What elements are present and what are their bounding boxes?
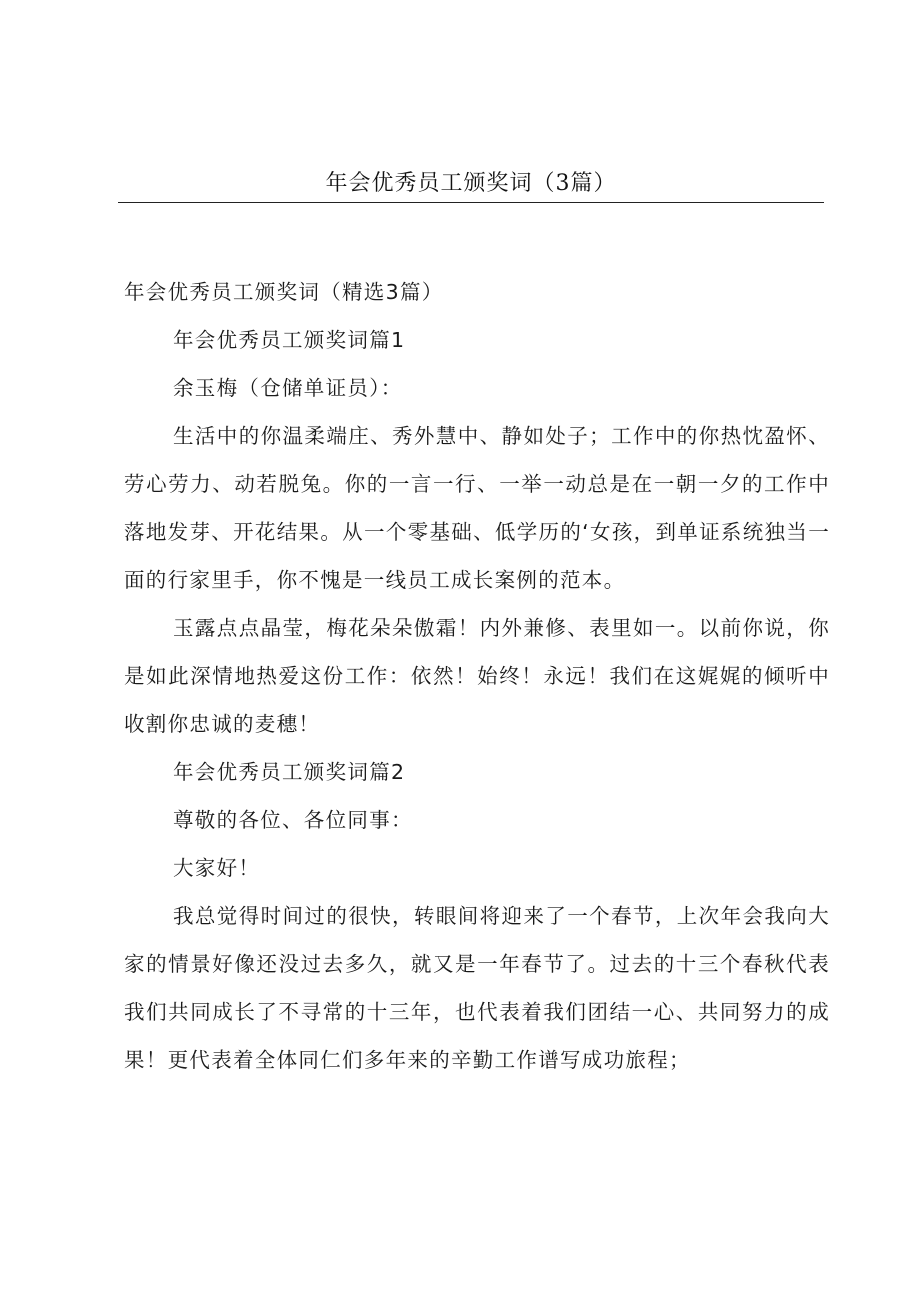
paragraph-subtitle: 年会优秀员工颁奖词（精选3篇） (124, 280, 444, 304)
title-underline (118, 202, 824, 203)
paragraph-award-text-2: 玉露点点晶莹，梅花朵朵傲霜！内外兼修、表里如一。以前你说，你是如此深情地热爱这份工作：依然！始终！永远！我们在这娓娓的倾听中收割你忠诚的麦穗！ (124, 616, 830, 736)
paragraph-recipient-name: 余玉梅（仓储单证员）： (173, 376, 403, 400)
paragraph-section-heading-2: 年会优秀员工颁奖词篇2 (173, 760, 406, 784)
document-body (124, 268, 830, 1084)
paragraph-award-text-1: 生活中的你温柔端庄、秀外慧中、静如处子；工作中的你热忱盈怀、劳心劳力、动若脱兔。你的一言一行、一举一动总是在一朝一夕的工作中落地发芽、开花结果。从一个零基础、低学历的‘女孩，到单证系统独当一面的行家里手，你不愧是一线员工成长案例的范本。 (124, 424, 830, 592)
paragraph-salutation: 尊敬的各位、各位同事： (173, 808, 413, 832)
paragraph-greeting: 大家好！ (173, 856, 261, 880)
paragraph-section-heading-1: 年会优秀员工颁奖词篇1 (173, 328, 406, 352)
document-title: 年会优秀员工颁奖词（3篇） (325, 171, 617, 196)
paragraph-speech-text: 我总觉得时间过的很快，转眼间将迎来了一个春节，上次年会我向大家的情景好像还没过去多久，就又是一年春节了。过去的十三个春秋代表我们共同成长了不寻常的十三年，也代表着我们团结一心、共同努力的成果！更代表着全体同仁们多年来的辛勤工作谱写成功旅程； (124, 904, 830, 1072)
